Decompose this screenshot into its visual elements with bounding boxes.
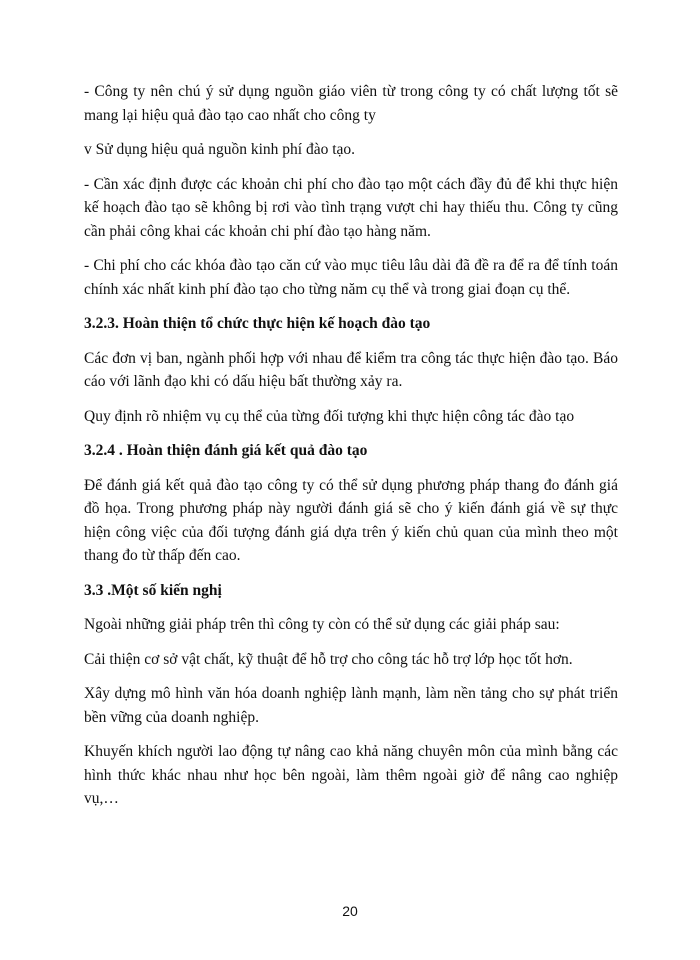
- paragraph-responsibilities: Quy định rõ nhiệm vụ cụ thể của từng đối tượng khi thực hiện công tác đào tạo: [84, 407, 575, 425]
- paragraph-budget-usage: v Sử dụng hiệu quả nguồn kinh phí đào tạo.: [84, 141, 356, 158]
- paragraph-corporate-culture: Xây dựng mô hình văn hóa doanh nghiệp lành mạnh, làm nền tảng cho sự phát triển bền vững của doanh nghiệp.: [84, 685, 618, 726]
- paragraph-cost-identification: - Cần xác định được các khoản chi phí cho đào tạo một cách đầy đủ để khi thực hiện kế hoạch đào tạo sẽ không bị rơi vào tình trạng vượt chi hay thiếu thu. Công ty cũng cần phải công khai các khoản chi phí đào tạo hàng năm.: [84, 175, 618, 240]
- paragraph-facilities: Cải thiện cơ sở vật chất, kỹ thuật để hỗ trợ cho công tác hỗ trợ lớp học tốt hơn.: [84, 650, 573, 668]
- paragraph-evaluation-method: Để đánh giá kết quả đào tạo công ty có thể sử dụng phương pháp thang đo đánh giá đồ họa. Trong phương pháp này người đánh giá sẽ cho ý kiến đánh giá về sự thực hiện công việc của đối tượng đánh giá dựa trên ý kiến chủ quan của mình theo một thang đo từ thấp đến cao.: [84, 476, 618, 564]
- paragraph-coordination: Các đơn vị ban, ngành phối hợp với nhau để kiểm tra công tác thực hiện đào tạo. Báo cáo với lãnh đạo khi có dấu hiệu bất thường xảy ra.: [84, 349, 618, 390]
- document-body: [84, 80, 618, 811]
- page-number: 20: [342, 903, 358, 919]
- paragraph-other-solutions: Ngoài những giải pháp trên thì công ty còn có thể sử dụng các giải pháp sau:: [84, 616, 560, 633]
- paragraph-encourage-workers: Khuyến khích người lao động tự nâng cao khả năng chuyên môn của mình bằng các hình thức khác nhau như học bên ngoài, làm thêm ngoài giờ để nâng cao nghiệp vụ,…: [84, 743, 618, 807]
- paragraph-teacher-source: - Công ty nên chú ý sử dụng nguồn giáo viên từ trong công ty có chất lượng tốt sẽ mang lại hiệu quả đào tạo cao nhất cho công ty: [84, 83, 618, 124]
- section-heading-3-2-3: 3.2.3. Hoàn thiện tổ chức thực hiện kế hoạch đào tạo: [84, 315, 431, 332]
- section-heading-3-3: 3.3 .Một số kiến nghị: [84, 581, 222, 599]
- paragraph-course-costs: - Chi phí cho các khóa đào tạo căn cứ vào mục tiêu lâu dài đã đề ra để ra để tính toán chính xác nhất kinh phí đào tạo cho từng năm cụ thể và trong giai đoạn cụ thể.: [84, 257, 618, 298]
- section-heading-3-2-4: 3.2.4 . Hoàn thiện đánh giá kết quả đào tạo: [84, 442, 368, 459]
